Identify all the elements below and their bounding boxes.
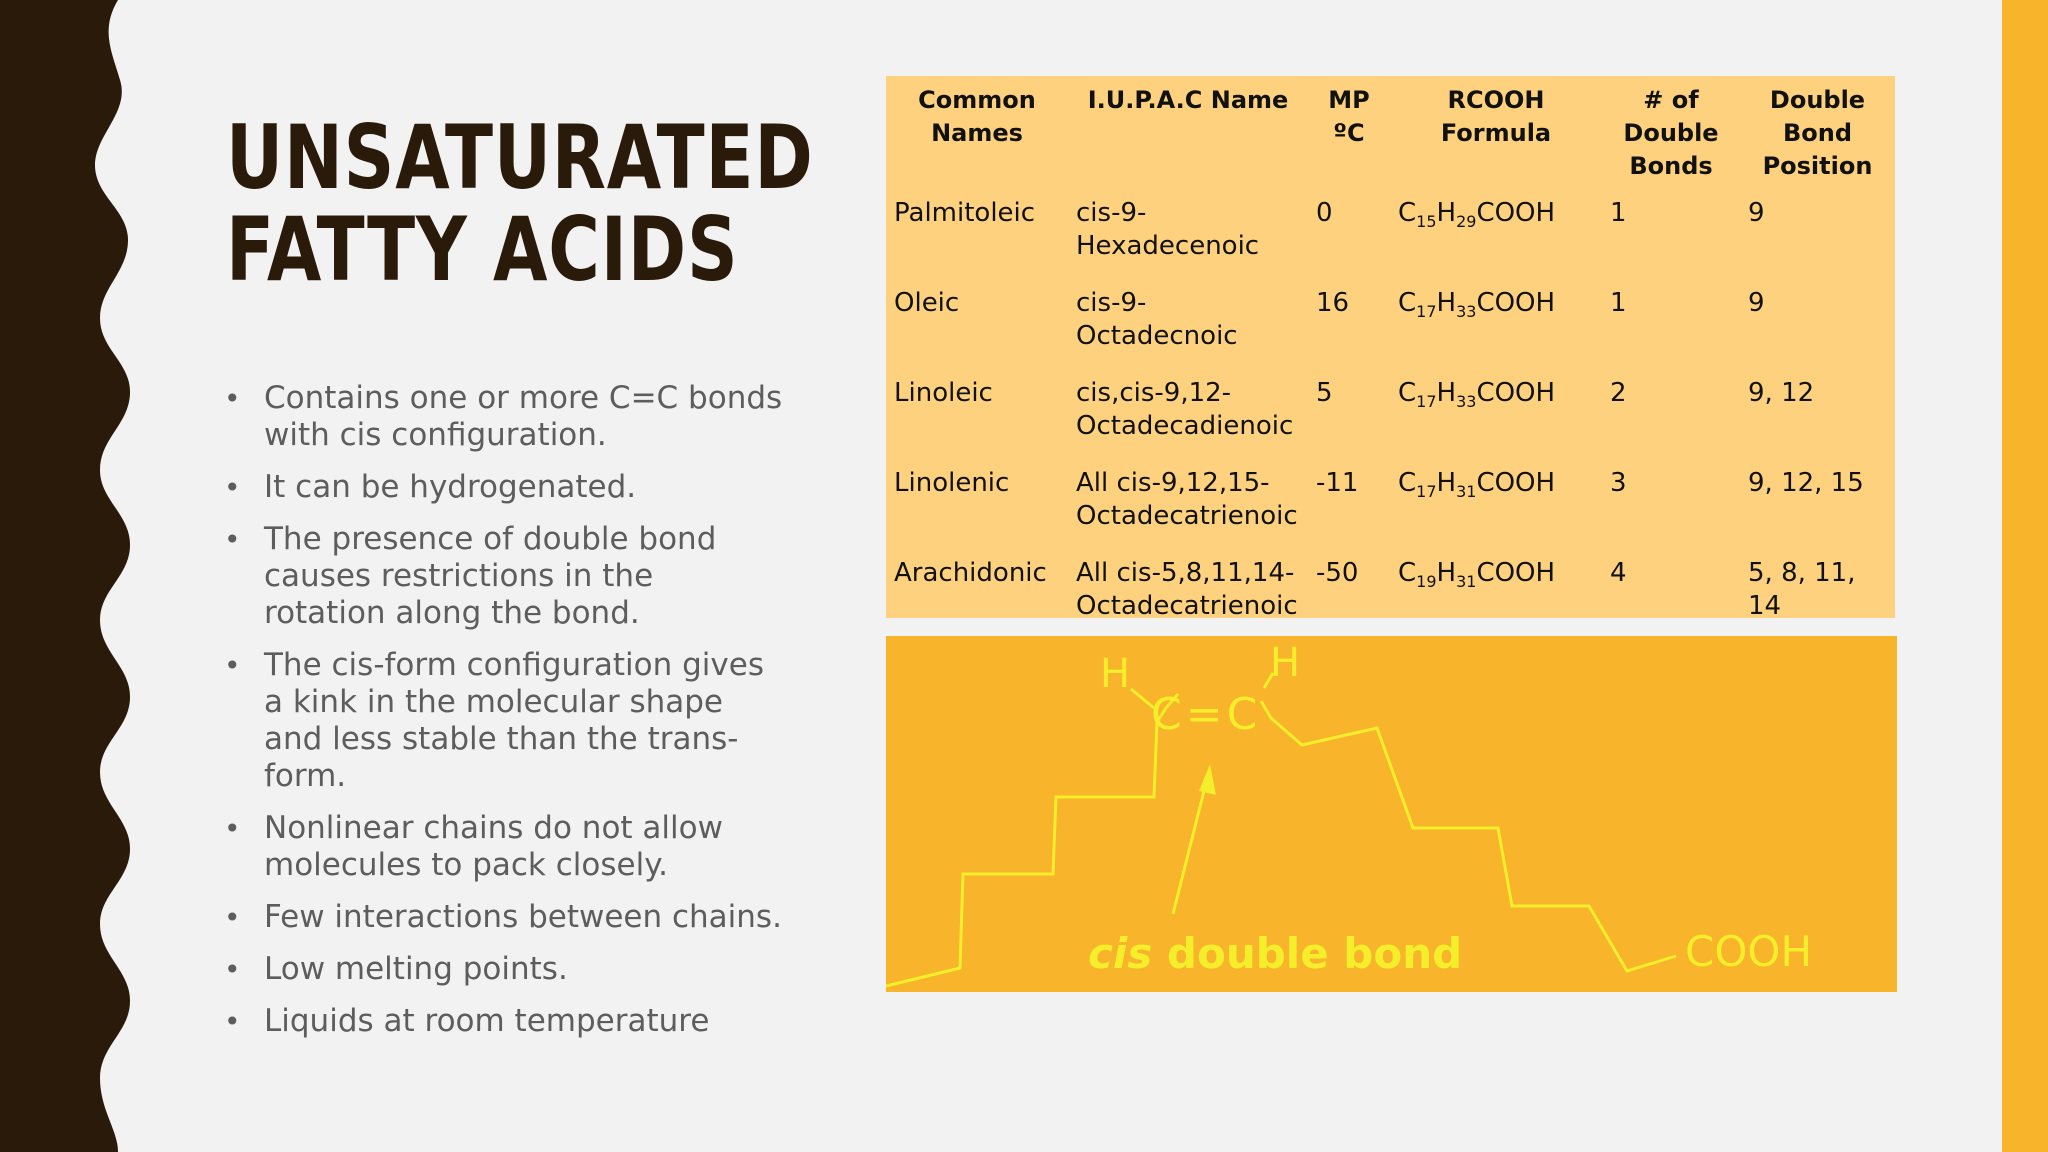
bullet-item	[224, 1003, 784, 1040]
bullet-item	[224, 521, 784, 632]
bullet-item	[224, 951, 784, 988]
cell-common: Oleic	[894, 288, 960, 318]
formula-h-subscript: 33	[1456, 392, 1477, 412]
header-mp: MP ºC	[1328, 86, 1370, 147]
double-bond-label: C=C	[1151, 689, 1262, 740]
table-row	[886, 557, 1895, 647]
cell-common: Palmitoleic	[894, 198, 1036, 228]
header-num-double-bonds: # of Double Bonds	[1623, 86, 1719, 180]
table-row	[886, 287, 1895, 377]
cell-position: 9, 12, 15	[1748, 468, 1864, 498]
cell-bonds: 3	[1610, 468, 1627, 498]
formula-tail: COOH	[1476, 288, 1556, 318]
bullet-text: It can be hydrogenated.	[264, 469, 637, 505]
bullet-text: The cis-form configuration gives a kink in the molecular shape and less stable than the trans-form.	[264, 647, 764, 794]
cell-common: Linolenic	[894, 468, 1010, 498]
cell-formula: $C_{19}H_{31}COOH$	[1398, 558, 1556, 592]
formula-c-subscript: 15	[1416, 212, 1437, 232]
arrow-head	[1199, 764, 1216, 795]
formula-tail: COOH	[1476, 198, 1556, 228]
header-iupac-name: I.U.P.A.C Name	[1087, 86, 1289, 114]
cell-position: 5, 8, 11, 14	[1748, 558, 1856, 621]
header-position: Double Bond Position	[1762, 86, 1873, 180]
table-row	[886, 377, 1895, 467]
caption-space	[1152, 929, 1167, 978]
arrow-shaft	[1173, 779, 1207, 914]
cell-bonds: 1	[1610, 198, 1627, 228]
formula-tail: COOH	[1476, 378, 1556, 408]
cell-bonds: 2	[1610, 378, 1627, 408]
formula-h-subscript: 33	[1456, 302, 1477, 322]
caption-italic: cis	[1088, 929, 1153, 978]
cell-mp: -11	[1316, 468, 1359, 498]
formula-c-subscript: 17	[1416, 482, 1437, 502]
cell-position: 9, 12	[1748, 378, 1815, 408]
fatty-acid-table-panel	[886, 76, 1895, 621]
wave-border-decoration	[0, 0, 160, 1152]
hydrogen-left: H	[1100, 651, 1131, 697]
caption	[1088, 929, 1462, 978]
table-row	[886, 467, 1895, 557]
cis-double-bond-diagram	[886, 636, 1897, 992]
title-line-1: UNSATURATED	[226, 106, 814, 209]
table-row	[886, 197, 1895, 287]
cell-formula: $C_{15}H_{29}COOH$	[1398, 198, 1556, 232]
formula-h-subscript: 31	[1456, 482, 1477, 502]
cell-mp: 5	[1316, 378, 1333, 408]
cell-mp: -50	[1316, 558, 1359, 588]
header-common-names: Common Names	[918, 86, 1036, 147]
cell-iupac: All cis-9,12,15-Octadecatrienoic	[1076, 468, 1298, 531]
cell-bonds: 1	[1610, 288, 1627, 318]
title-line-2: FATTY ACIDS	[226, 198, 739, 301]
cell-iupac: cis-9-Hexadecenoic	[1076, 198, 1260, 261]
formula-tail: COOH	[1476, 558, 1556, 588]
molecule-diagram-svg	[886, 636, 1897, 992]
bullet-item	[224, 647, 784, 795]
bullet-item	[224, 899, 784, 936]
cell-iupac: cis-9-Octadecnoic	[1076, 288, 1238, 351]
formula-c-subscript: 19	[1416, 572, 1437, 592]
bullet-text: The presence of double bond causes restrictions in the rotation along the bond.	[264, 521, 717, 631]
bullet-item	[224, 380, 784, 454]
bullet-text: Nonlinear chains do not allow molecules to pack closely.	[264, 810, 723, 883]
cell-iupac: All cis-5,8,11,14-Octadecatrienoic	[1076, 558, 1298, 621]
cell-formula: $C_{17}H_{33}COOH$	[1398, 378, 1556, 412]
bullet-item	[224, 810, 784, 884]
hydrogen-right: H	[1270, 640, 1301, 686]
end-group-label: COOH	[1685, 927, 1813, 976]
fatty-acid-table	[886, 84, 1895, 647]
bullet-item	[224, 469, 784, 506]
formula-c-subscript: 17	[1416, 392, 1437, 412]
slide-title	[226, 106, 814, 301]
cell-formula: $C_{17}H_{31}COOH$	[1398, 468, 1556, 502]
formula-c-subscript: 17	[1416, 302, 1437, 322]
cell-common: Linoleic	[894, 378, 993, 408]
caption-rest: double bond	[1166, 929, 1463, 978]
cell-bonds: 4	[1610, 558, 1627, 588]
formula-h-subscript: 31	[1456, 572, 1477, 592]
formula-tail: COOH	[1476, 468, 1556, 498]
bullet-text: Few interactions between chains.	[264, 899, 782, 935]
accent-bar	[2002, 0, 2048, 1152]
cell-mp: 16	[1316, 288, 1350, 318]
header-formula: RCOOH Formula	[1440, 86, 1552, 147]
bullet-text: Low melting points.	[264, 951, 568, 987]
cell-common: Arachidonic	[894, 558, 1047, 588]
bullet-text: Contains one or more C=C bonds with cis configuration.	[264, 380, 783, 453]
cell-mp: 0	[1316, 198, 1333, 228]
cell-iupac: cis,cis-9,12-Octadecadienoic	[1076, 378, 1294, 441]
bullet-text: Liquids at room temperature	[264, 1003, 710, 1039]
cell-position: 9	[1748, 198, 1765, 228]
bullet-list	[224, 380, 784, 1055]
cell-formula: $C_{17}H_{33}COOH$	[1398, 288, 1556, 322]
cell-position: 9	[1748, 288, 1765, 318]
formula-h-subscript: 29	[1456, 212, 1477, 232]
table-header-row	[886, 84, 1895, 197]
